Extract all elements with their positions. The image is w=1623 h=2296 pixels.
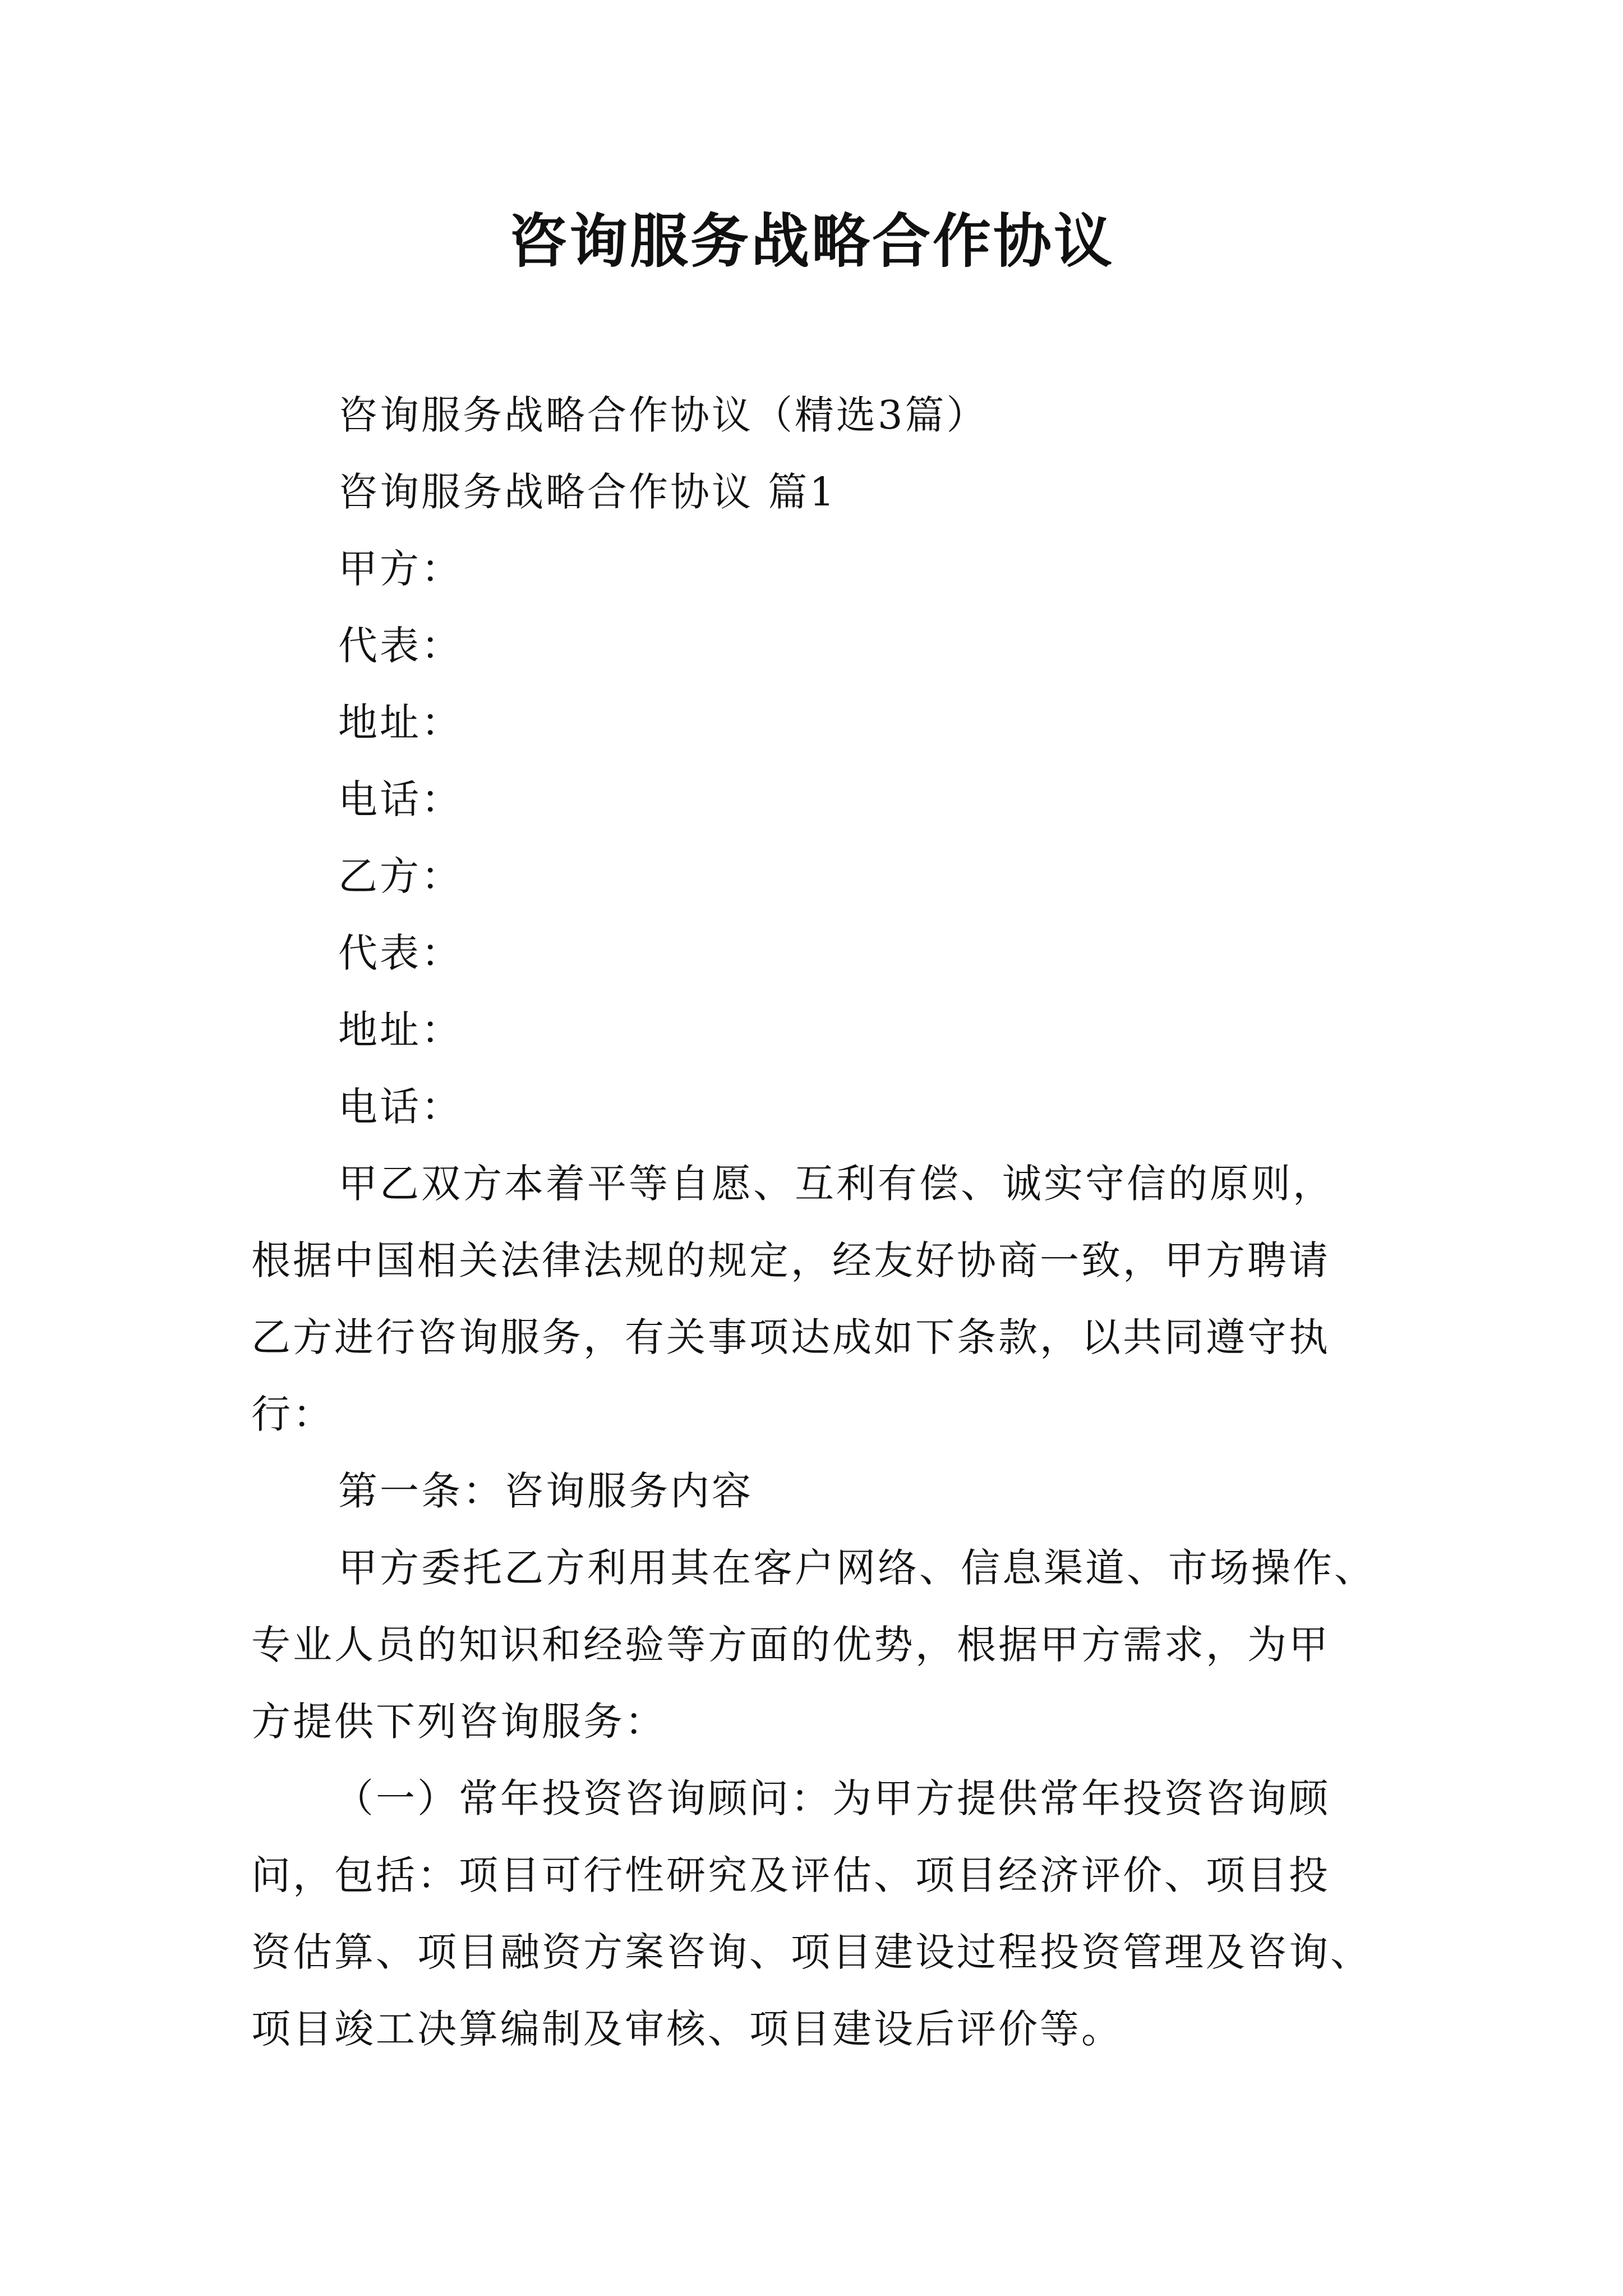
party-a-address: 地址： [338,700,463,746]
party-b-address: 地址： [338,1007,463,1053]
paragraph-line: 资估算、项目融资方案咨询、项目建设过程投资管理及咨询、 [251,1929,1372,1975]
party-a-phone: 电话： [338,776,463,822]
paragraph-line: 行： [251,1391,334,1437]
paragraph-line: 专业人员的知识和经验等方面的优势，根据甲方需求，为甲 [251,1622,1330,1668]
paragraph-line: 甲方委托乙方利用其在客户网络、信息渠道、市场操作、 [338,1545,1376,1591]
party-a-label: 甲方： [338,546,463,592]
paragraph-line: 方提供下列咨询服务： [251,1699,666,1745]
paragraph-line: 根据中国相关法律法规的规定，经友好协商一致，甲方聘请 [251,1237,1330,1283]
paragraph-line: 甲乙双方本着平等自愿、互利有偿、诚实守信的原则， [338,1161,1334,1207]
party-b-representative: 代表： [338,930,463,976]
party-b-phone: 电话： [338,1084,463,1130]
paragraph-line: （一）常年投资咨询顾问：为甲方提供常年投资咨询顾 [334,1775,1330,1821]
document-body [251,377,1401,2068]
party-a-representative: 代表： [338,623,463,669]
party-b-label: 乙方： [338,853,463,899]
article-heading: 第一条：咨询服务内容 [338,1468,753,1514]
paragraph-line: 项目竣工决算编制及审核、项目建设后评价等。 [251,2006,1123,2052]
section-heading: 咨询服务战略合作协议 篇1 [338,469,837,515]
paragraph-line: 乙方进行咨询服务，有关事项达成如下条款，以共同遵守执 [251,1314,1330,1360]
subtitle-line: 咨询服务战略合作协议（精选3篇） [338,392,988,438]
paragraph-line: 问，包括：项目可行性研究及评估、项目经济评价、项目投 [251,1852,1330,1898]
document-title: 咨询服务战略合作协议 [508,206,1114,275]
